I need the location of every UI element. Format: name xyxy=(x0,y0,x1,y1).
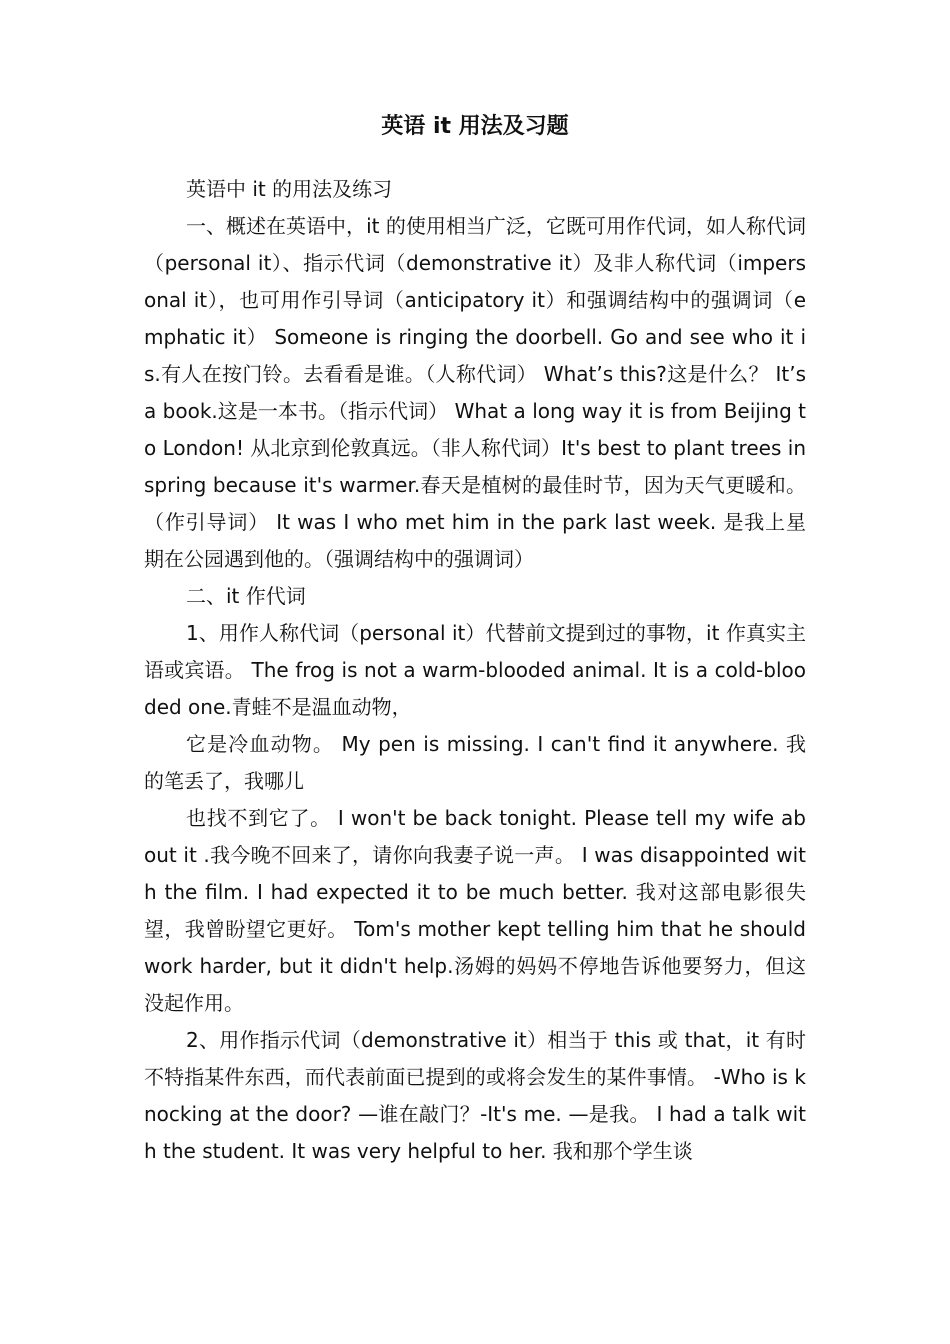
paragraph-section-heading: 二、it 作代词 xyxy=(186,584,306,608)
paragraph-demonstrative-it: 2、用作指示代词（demonstrative it）相当于 this 或 that，it 有时不特指某件东西，而代表前面已提到的或将会发生的某件事情。 -Who is knocking at the door? —谁在敲门？-It's me. —是我。 I had a talk with the student. It was very helpful to her. 我和那个学生谈 xyxy=(144,1028,806,1163)
paragraph-overview: 一、概述在英语中，it 的使用相当广泛，它既可用作代词，如人称代词（personal it）、指示代词（demonstrative it）及非人称代词（impersonal it），也可用作引导词（anticipatory it）和强调结构中的强调词（emphatic it） Someone is ringing the doorbell. Go and see who it is.有人在按门铃。去看看是谁。（人称代词） What’s this?这是什么？ It’s a book.这是一本书。（指示代词） What a long way it is from Beijing to London! 从北京到伦敦真远。（非人称代词）It's best to plant trees in spring because it's warmer.春天是植树的最佳时节，因为天气更暖和。（作引导词） It was I who met him in the park last week. 是我上星期在公园遇到他的。（强调结构中的强调词） xyxy=(144,214,806,571)
paragraph-personal-it-examples: 也找不到它了。 I won't be back tonight. Please tell my wife about it .我今晚不回来了，请你向我妻子说一声。 I was disappointed with the film. I had expected it to be much better. 我对这部电影很失望，我曾盼望它更好。 Tom's mother kept telling him that he should work harder, but it didn't help.汤姆的妈妈不停地告诉他要努力，但这没起作用。 xyxy=(144,806,806,1015)
document-title: 英语 it 用法及习题 xyxy=(381,114,569,139)
document-body xyxy=(144,171,806,1170)
paragraph-subtitle: 英语中 it 的用法及练习 xyxy=(186,177,393,201)
paragraph-personal-it-cont: 它是冷血动物。 My pen is missing. I can't find it anywhere. 我的笔丢了，我哪儿 xyxy=(144,732,806,793)
paragraph-personal-it: 1、用作人称代词（personal it）代替前文提到过的事物，it 作真实主语或宾语。 The frog is not a warm-blooded animal. It is a cold-blooded one.青蛙不是温血动物， xyxy=(144,621,806,719)
